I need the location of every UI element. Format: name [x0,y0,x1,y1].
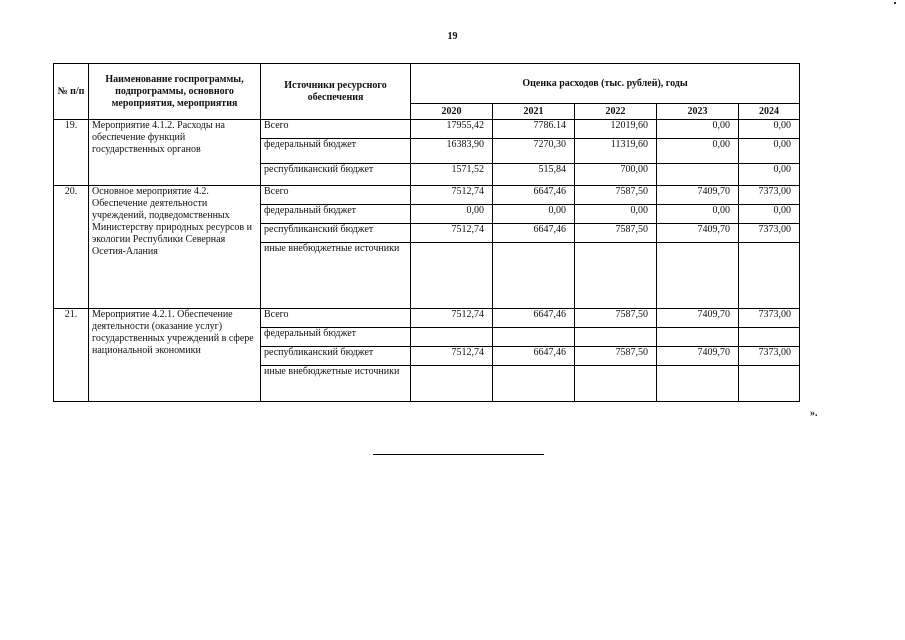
value-cell: 11319,60 [575,139,657,164]
separator-line [373,454,544,455]
row-name: Мероприятие 4.2.1. Обеспечение деятельности (оказание услуг) государственных учреждений в сфере национальной экономики [89,309,261,402]
value-cell [657,366,739,402]
value-cell: 0,00 [411,205,493,224]
row-number: 19. [54,120,89,186]
value-cell [493,243,575,309]
value-cell: 7270,30 [493,139,575,164]
value-cell: 16383,90 [411,139,493,164]
closing-quote: ». [810,408,818,419]
value-cell [411,366,493,402]
source-label: иные внебюджетные источники [261,366,411,402]
value-cell: 0,00 [739,164,800,186]
value-cell: 515,84 [493,164,575,186]
value-cell: 6647,46 [493,224,575,243]
value-cell: 12019,60 [575,120,657,139]
source-label: республиканский бюджет [261,164,411,186]
value-cell: 7373,00 [739,186,800,205]
header-year: 2023 [657,104,739,120]
table-row [54,309,800,328]
value-cell: 7373,00 [739,309,800,328]
value-cell: 6647,46 [493,347,575,366]
value-cell: 7409,70 [657,186,739,205]
value-cell: 7786.14 [493,120,575,139]
header-num: № п/п [54,64,89,120]
value-cell: 7409,70 [657,224,739,243]
source-label: Всего [261,186,411,205]
value-cell [739,328,800,347]
value-cell: 6647,46 [493,309,575,328]
value-cell [575,243,657,309]
value-cell [657,328,739,347]
page-number: 19 [447,31,458,42]
header-year: 2020 [411,104,493,120]
value-cell [739,366,800,402]
value-cell: 7587,50 [575,186,657,205]
value-cell: 6647,46 [493,186,575,205]
value-cell [575,328,657,347]
source-label: федеральный бюджет [261,205,411,224]
value-cell: 17955,42 [411,120,493,139]
value-cell [739,243,800,309]
row-number: 21. [54,309,89,402]
value-cell: 0,00 [739,205,800,224]
header-name: Наименование госпрограммы, подпрограммы, основного мероприятия, мероприятия [89,64,261,120]
value-cell: 0,00 [739,120,800,139]
value-cell [493,328,575,347]
value-cell: 7587,50 [575,224,657,243]
value-cell: 7409,70 [657,347,739,366]
source-label: федеральный бюджет [261,328,411,347]
value-cell: 7512,74 [411,347,493,366]
table-row [54,186,800,205]
source-label: федеральный бюджет [261,139,411,164]
value-cell: 7512,74 [411,224,493,243]
value-cell: 0,00 [739,139,800,164]
header-year: 2024 [739,104,800,120]
source-label: республиканский бюджет [261,224,411,243]
value-cell [411,328,493,347]
value-cell [411,243,493,309]
header-year: 2022 [575,104,657,120]
value-cell [657,164,739,186]
scan-speck [894,2,896,4]
value-cell: 0,00 [657,205,739,224]
value-cell: 7373,00 [739,224,800,243]
value-cell: 0,00 [575,205,657,224]
source-label: Всего [261,120,411,139]
budget-table [53,63,800,402]
value-cell: 7512,74 [411,309,493,328]
value-cell [493,366,575,402]
value-cell: 700,00 [575,164,657,186]
row-name: Основное мероприятие 4.2. Обеспечение деятельности учреждений, подведомственных Министерству природных ресурсов и экологии Республики Северная Осетия-Алания [89,186,261,309]
value-cell: 7512,74 [411,186,493,205]
header-year: 2021 [493,104,575,120]
value-cell: 1571,52 [411,164,493,186]
value-cell: 7587,50 [575,309,657,328]
table-row [54,120,800,139]
value-cell: 7373,00 [739,347,800,366]
value-cell [575,366,657,402]
value-cell [657,243,739,309]
value-cell: 7409,70 [657,309,739,328]
header-sources: Источники ресурсного обеспечения [261,64,411,120]
source-label: иные внебюджетные источники [261,243,411,309]
value-cell: 0,00 [493,205,575,224]
value-cell: 7587,50 [575,347,657,366]
value-cell: 0,00 [657,120,739,139]
source-label: республиканский бюджет [261,347,411,366]
source-label: Всего [261,309,411,328]
header-estimate: Оценка расходов (тыс. рублей), годы [411,64,800,104]
value-cell: 0,00 [657,139,739,164]
row-number: 20. [54,186,89,309]
row-name: Мероприятие 4.1.2. Расходы на обеспечение функций государственных органов [89,120,261,186]
